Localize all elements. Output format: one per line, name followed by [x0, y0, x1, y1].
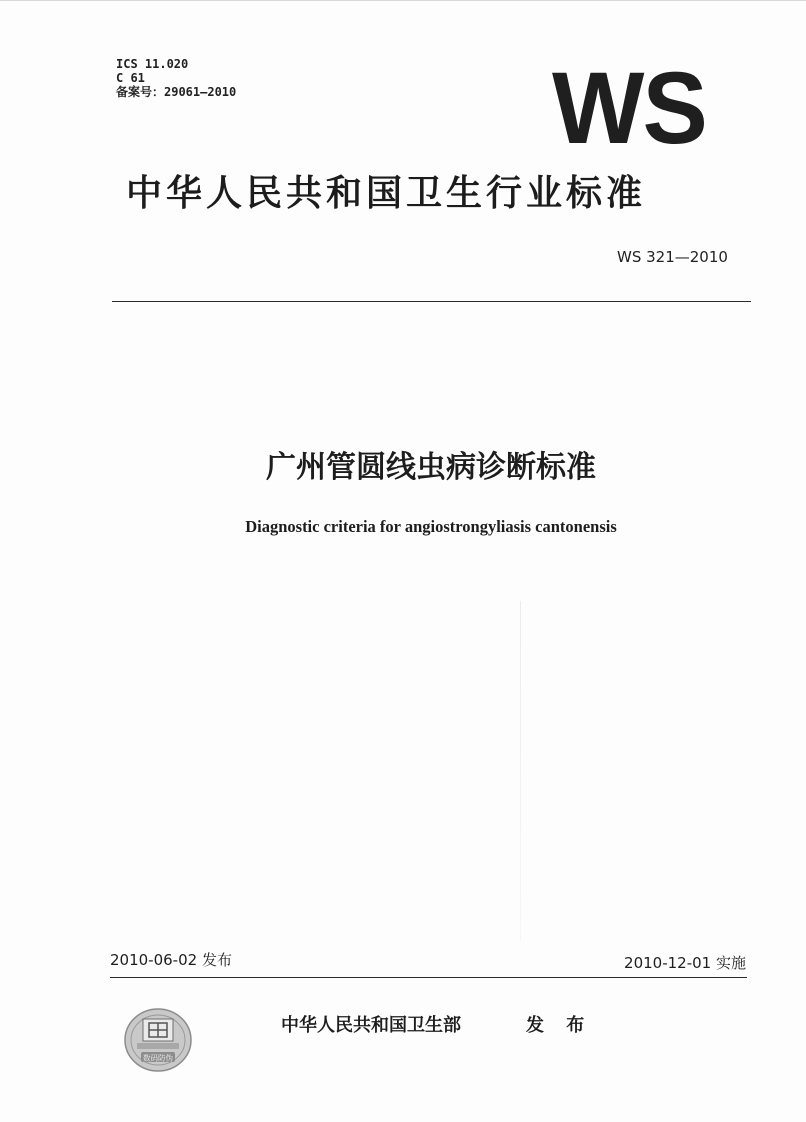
standard-number: WS 321—2010 [617, 248, 728, 266]
footer-divider [110, 977, 747, 978]
document-title-en: Diagnostic criteria for angiostrongyliasis cantonensis [245, 517, 617, 536]
anti-counterfeit-seal-icon [123, 1007, 193, 1073]
ics-code: ICS 11.020 [116, 57, 189, 71]
implementation-date: 2010-12-01 实施 [624, 954, 746, 972]
publish-label: 发 布 [526, 1015, 593, 1036]
standard-type-title: 中华人民共和国卫生行业标准 [126, 173, 647, 214]
document-subtitle [0, 516, 806, 538]
publisher-name: 中华人民共和国卫生部 [281, 1015, 461, 1036]
publish-date: 2010-06-02 发布 [110, 951, 232, 969]
header-divider [112, 301, 751, 302]
seal-label: 数码防伪 [143, 1053, 173, 1063]
classification-block [116, 57, 236, 99]
filing-number: 备案号：29061—2010 [116, 85, 237, 99]
document-title-zh: 广州管圆线虫病诊断标准 [266, 450, 596, 485]
ws-logo: WS [552, 51, 706, 165]
document-title [0, 448, 806, 488]
scan-artifact-line [520, 601, 521, 941]
ccs-code: C 61 [116, 71, 145, 85]
